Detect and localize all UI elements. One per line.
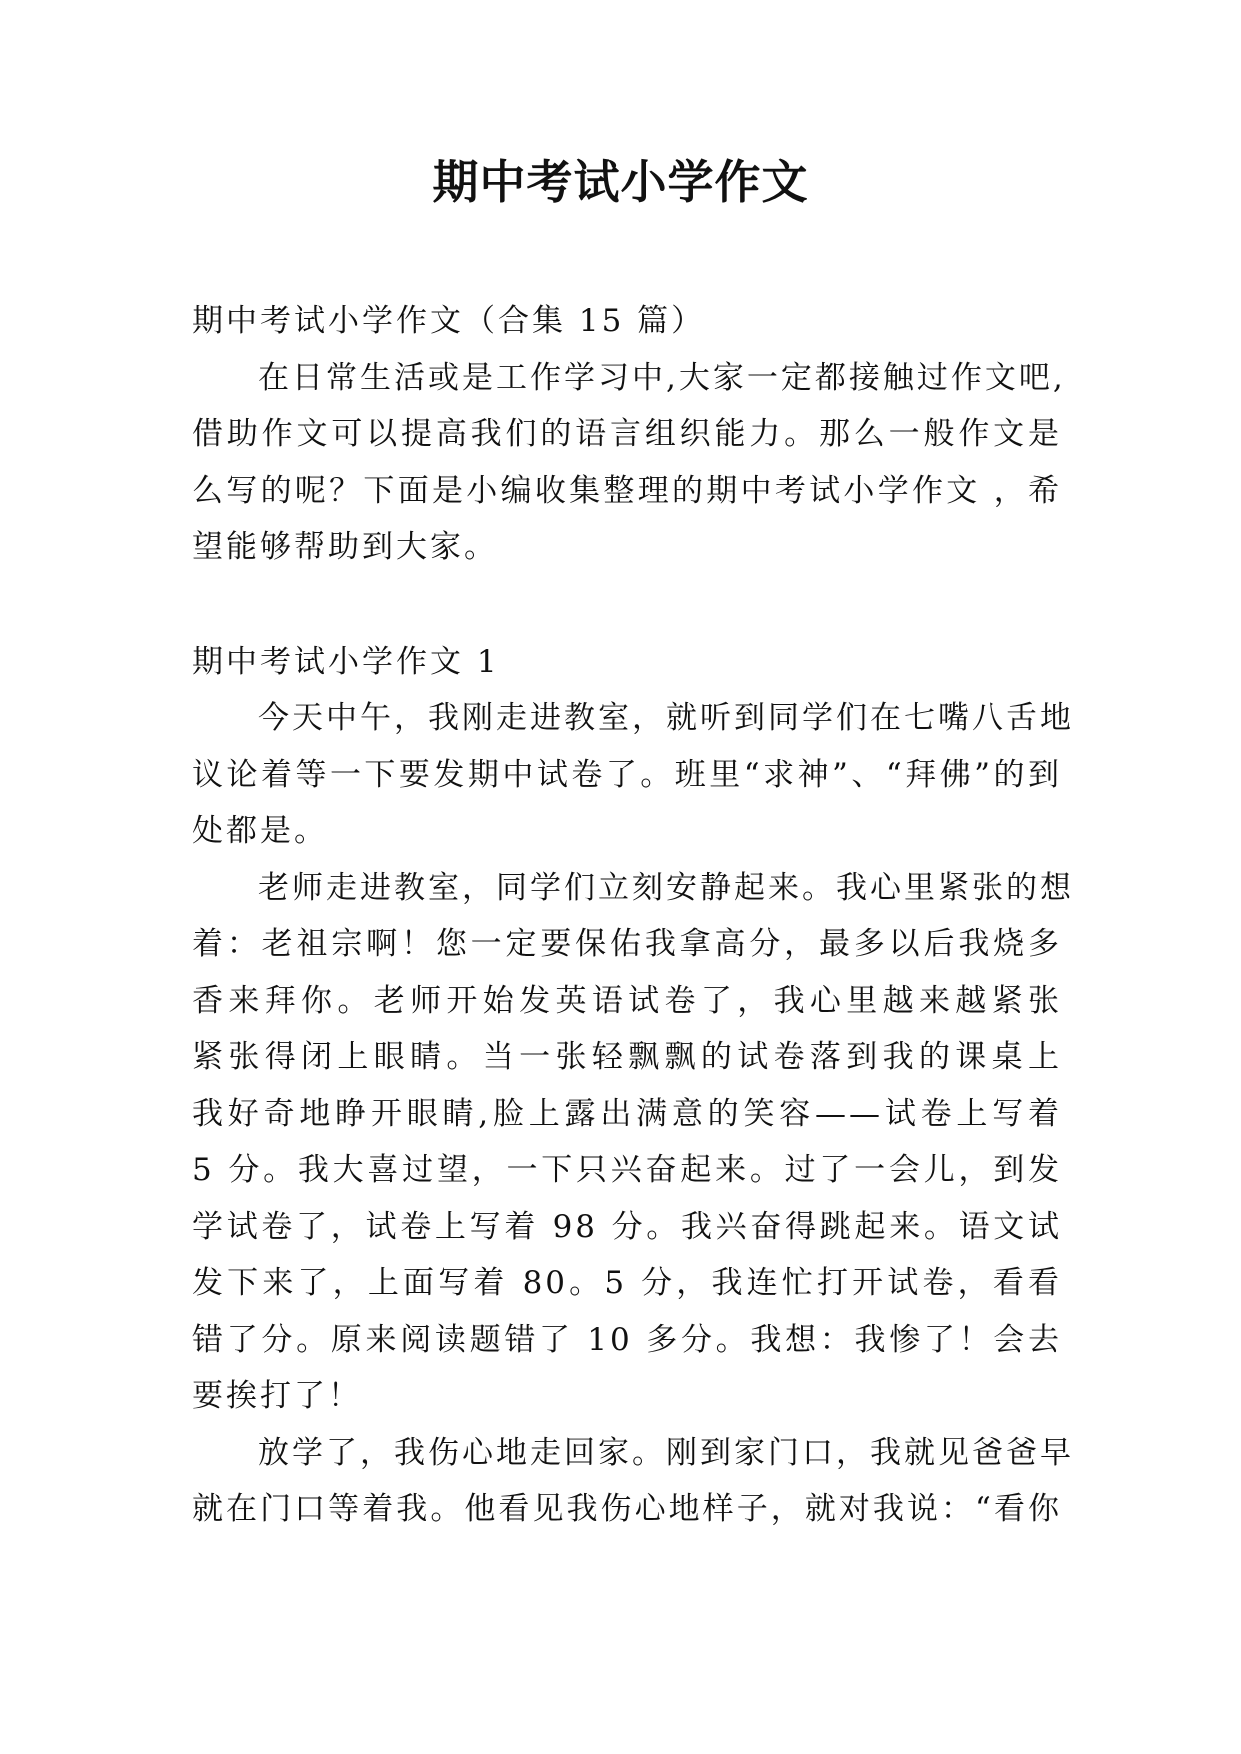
document-title: 期中考试小学作文 — [432, 155, 809, 209]
paragraph-line: 放学了，我伤心地走回家。刚到家门口，我就见爸爸早 — [258, 1434, 1074, 1471]
paragraph-line: 我好奇地睁开眼睛,脸上露出满意的笑容——试卷上写着 — [192, 1095, 1062, 1132]
paragraph-line: 要挨打了！ — [192, 1378, 362, 1414]
intro-line: 望能够帮助到大家。 — [192, 529, 498, 565]
essay-paragraph-1 — [192, 690, 1074, 860]
paragraph-line: 5 分。我大喜过望，一下只兴奋起来。过了一会儿，到发 — [192, 1152, 1062, 1188]
paragraph-line: 学试卷了，试卷上写着 98 分。我兴奋得跳起来。语文试 — [192, 1208, 1062, 1245]
paragraph-line: 错了分。原来阅读题错了 10 多分。我想：我惨了！会去 — [192, 1321, 1062, 1358]
intro-line: 借助作文可以提高我们的语言组织能力。那么一般作文是 — [192, 416, 1062, 452]
paragraph-line: 香来拜你。老师开始发英语试卷了，我心里越来越紧张 — [192, 982, 1062, 1019]
essay-paragraph-3 — [192, 1425, 1074, 1538]
section-spacer — [192, 576, 1062, 634]
paragraph-line: 老师走进教室，同学们立刻安静起来。我心里紧张的想 — [258, 869, 1074, 906]
essay-paragraph-2 — [192, 860, 1074, 1425]
document-body — [192, 293, 1074, 1538]
intro-line: 在日常生活或是工作学习中,大家一定都接触过作文吧, — [258, 359, 1066, 396]
paragraph-line: 紧张得闭上眼睛。当一张轻飘飘的试卷落到我的课桌上 — [192, 1039, 1062, 1075]
paragraph-line: 着：老祖宗啊！您一定要保佑我拿高分，最多以后我烧多 — [192, 926, 1062, 962]
section-heading: 期中考试小学作文 1 — [192, 643, 500, 680]
collection-subtitle: 期中考试小学作文（合集 15 篇） — [192, 303, 706, 339]
intro-paragraph — [192, 350, 1066, 576]
paragraph-line: 议论着等一下要发期中试卷了。班里“求神”、“拜佛”的到 — [192, 756, 1062, 793]
paragraph-line: 发下来了，上面写着 80。5 分，我连忙打开试卷，看看 — [192, 1265, 1062, 1301]
paragraph-line: 就在门口等着我。他看见我伤心地样子，就对我说：“看你 — [192, 1491, 1062, 1527]
paragraph-line: 今天中午，我刚走进教室，就听到同学们在七嘴八舌地 — [258, 700, 1074, 736]
intro-line: 么写的呢？下面是小编收集整理的期中考试小学作文 ，希 — [192, 472, 1062, 509]
paragraph-line: 处都是。 — [192, 813, 328, 849]
